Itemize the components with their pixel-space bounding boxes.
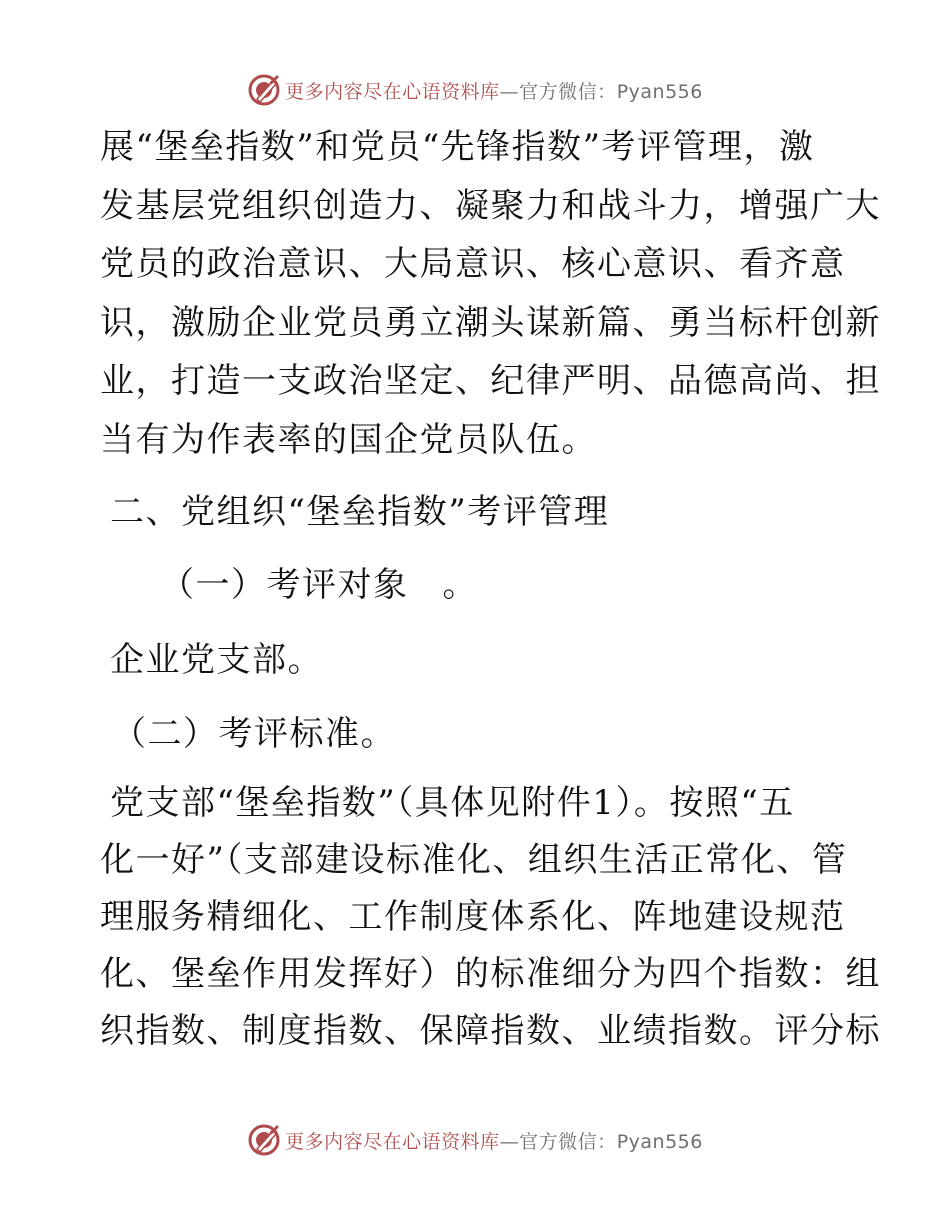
paragraph-1 xyxy=(100,118,881,469)
banner-site-text: 更多内容尽在心语资料库 xyxy=(285,80,500,103)
text-line: 展“堡垒指数”和党员“先锋指数”考评管理，激 xyxy=(100,127,815,167)
section-heading: 二、党组织“堡垒指数”考评管理 xyxy=(110,492,610,532)
subheading-evaluation-target xyxy=(160,565,478,605)
text-line: 当有为作表率的国企党员队伍。 xyxy=(100,419,597,460)
pen-circle-logo-icon xyxy=(247,73,281,107)
subheading-tail: 。 xyxy=(442,565,478,605)
header-banner xyxy=(0,70,950,110)
banner-wechat-label: 官方微信： xyxy=(519,1130,617,1153)
text-line: 化、堡垒作用发挥好）的标准细分为四个指数：组 xyxy=(100,954,881,994)
banner-site-text: 更多内容尽在心语资料库 xyxy=(285,1130,500,1153)
text-line: 理服务精细化、工作制度体系化、阵地建设规范 xyxy=(100,897,846,937)
text-line: 织指数、制度指数、保障指数、业绩指数。评分标 xyxy=(100,1011,881,1051)
footer-banner xyxy=(0,1120,950,1160)
banner-text xyxy=(285,77,703,104)
evaluation-subject: 企业党支部。 xyxy=(110,640,323,680)
text-line: 识，激励企业党员勇立潮头谋新篇、勇当标杆创新 xyxy=(100,302,881,343)
text-line: 党支部“堡垒指数”（具体见附件1）。按照“五 xyxy=(110,783,795,823)
subheading-evaluation-standard: （二）考评标准。 xyxy=(112,714,396,754)
text-line: 发基层党组织创造力、凝聚力和战斗力，增强广大 xyxy=(100,185,881,226)
banner-wechat-id: Pyan556 xyxy=(616,1130,703,1153)
banner-text xyxy=(285,1127,703,1154)
banner-separator: — xyxy=(499,80,520,103)
banner-wechat-id: Pyan556 xyxy=(616,80,703,103)
banner-wechat-label: 官方微信： xyxy=(519,80,617,103)
text-line: 党员的政治意识、大局意识、核心意识、看齐意 xyxy=(100,244,846,284)
paragraph-2 xyxy=(100,775,881,1060)
pen-circle-logo-icon xyxy=(247,1123,281,1157)
banner-separator: — xyxy=(499,1130,520,1153)
subheading-text: （一）考评对象 xyxy=(160,565,409,605)
text-line: 化一好”（支部建设标准化、组织生活正常化、管 xyxy=(100,840,848,880)
text-line: 业，打造一支政治坚定、纪律严明、品德高尚、担 xyxy=(100,361,881,401)
